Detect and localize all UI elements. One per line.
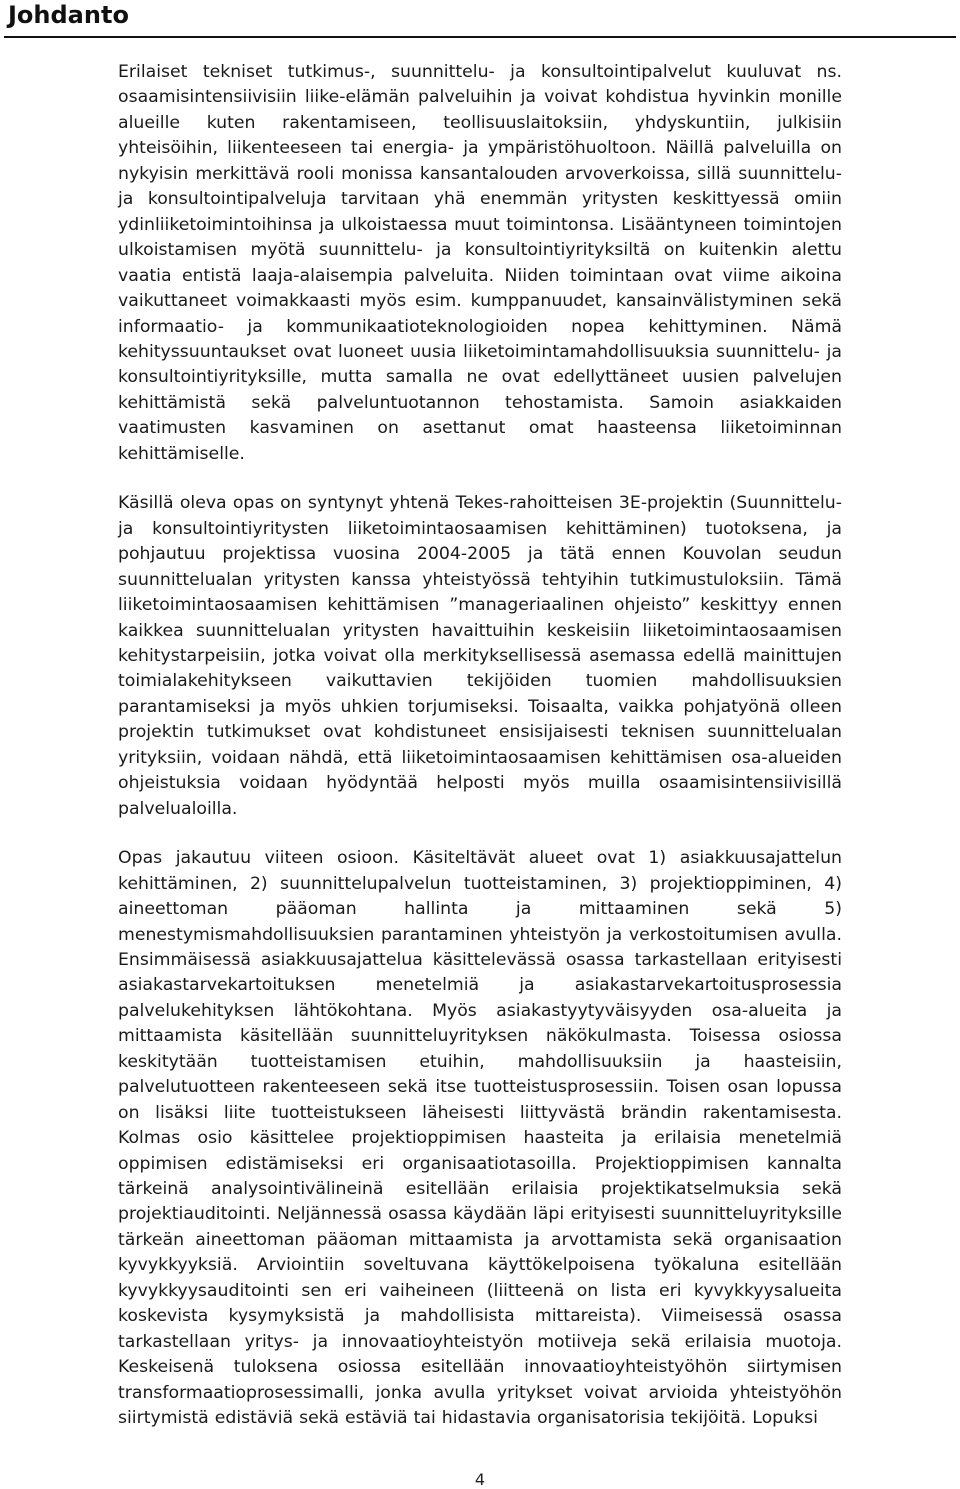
paragraph-guide-structure: Opas jakautuu viiteen osioon. Käsiteltävät alueet ovat 1) asiakkuusajattelun kehittäminen, 2) suunnittelupalvelun tuotteistaminen, 3) projektioppiminen, 4) aineettoman pääoman hallinta ja mittaaminen sekä 5) menestymismahdollisuuksien parantaminen yhteistyön ja verkostoitumisen avulla. Ensimmäisessä asiakkuusajattelua käsittelevässä osassa tarkastellaan erityisesti asiakastarvekartoituksen menetelmiä ja asiakastarvekartoitusprosessia palvelukehityksen lähtökohtana. Myös asiakastyytyväisyyden osa-alueita ja mittaamista käsitellään suunnitteluyrityksen näkökulmasta. Toisessa osiossa keskitytään tuotteistamisen etuihin, mahdollisuuksiin ja haasteisiin, palvelutuotteen rakenteeseen sekä itse tuotteistusprosessiin. Toisen osan lopussa on lisäksi liite tuotteistukseen läheisesti liittyvästä brändin rakentamisesta. Kolmas osio käsittelee projektioppimisen haasteita ja erilaisia menetelmiä oppimisen edistämiseksi eri organisaatiotasoilla. Projektioppimisen kannalta tärkeinä analysointivälineinä esitellään erilaisia projektikatselmuksia sekä projektiauditointi. Neljännessä osassa käydään läpi erityisesti suunnitteluyrityksille tärkeän aineettoman pääoman mittaamista ja arvottamista sekä organisaation kyvykkyyksiä. Arviointiin soveltuvana käyttökelpoisena työkaluna esitellään kyvykkyysauditointi sen eri vaiheineen (liitteenä on lista eri kyvykkyysalueita koskevista kysymyksistä ja mahdollisista mittareista). Viimeisessä osassa tarkastellaan yritys- ja innovaatioyhteistyön motiiveja sekä erilaisia muotoja. Keskeisenä tuloksena osiossa esitellään innovaatioyhteistyöhön siirtymisen transformaatioprosessimalli, jonka avulla yritykset voivat arvioida yhteistyöhön siirtymistä edistäviä sekä estäviä tai hidastavia organisatorisia tekijöitä. Lopuksi (118, 848, 842, 1429)
paragraph-intro: Erilaiset tekniset tutkimus-, suunnittelu- ja konsultointipalvelut kuuluvat ns. osaamisintensiivisiin liike-elämän palveluihin ja voivat kohdistua hyvinkin monille alueille kuten rakentamiseen, teollisuuslaitoksiin, yhdyskuntiin, julkisiin yhteisöihin, liikenteeseen tai energia- ja ympäristöhuoltoon. Näillä palveluilla on nykyisin merkittävä rooli monissa kansantalouden arvoverkoissa, sillä suunnittelu- ja konsultointipalveluja tarvitaan yhä enemmän yritysten keskittyessä omiin ydinliiketoimintoihinsa ja ulkoistaessa muut toimintonsa. Lisääntyneen toimintojen ulkoistamisen myötä suunnittelu- ja konsultointiyrityksiltä on kuitenkin alettu vaatia entistä laaja-alaisempia palveluita. Niiden toimintaan ovat viime aikoina vaikuttaneet voimakkaasti myös esim. kumppanuudet, kansainvälistyminen sekä informaatio- ja kommunikaatioteknologioiden nopea kehittyminen. Nämä kehityssuuntaukset ovat luoneet uusia liiketoimintamahdollisuuksia suunnittelu- ja konsultointiyrityksille, mutta samalla ne ovat edellyttäneet uusien palvelujen kehittämistä sekä palveluntuotannon tehostamista. Samoin asiakkaiden vaatimusten kasvaminen on asettanut omat haasteensa liiketoiminnan kehittämiselle. (118, 62, 842, 464)
page-number: 4 (474, 1470, 486, 1489)
page-header (4, 0, 956, 38)
body-text (118, 60, 842, 1456)
paragraph-guide-origin: Käsillä oleva opas on syntynyt yhtenä Tekes-rahoitteisen 3E-projektin (Suunnittelu- ja konsultointiyritysten liiketoimintaosaamisen kehittäminen) tuotoksena, ja pohjautuu projektissa vuosina 2004-2005 ja tätä ennen Kouvolan seudun suunnittelualan yritysten kanssa yhteistyössä tehtyihin tutkimustuloksiin. Tämä liiketoimintaosaamisen kehittämisen ”manageriaalinen ohjeisto” keskittyy ennen kaikkea suunnittelualan yritysten havaittuihin keskeisiin liiketoimintaosaamisen kehitystarpeisiin, jotka voivat olla merkityksellisessä asemassa edellä mainittujen toimialakehitykseen vaikuttavien tekijöiden tuomien mahdollisuuksien parantamiseksi ja myös uhkien torjumiseksi. Toisaalta, vaikka pohjatyönä olleen projektin tutkimukset ovat kohdistuneet ensisijaisesti teknisen suunnittelualan yrityksiin, voidaan nähdä, että liiketoimintaosaamisen kehittämisen osa-alueiden ohjeistuksia voidaan hyödyntää helposti myös muilla osaamisintensiivisillä palvelualoilla. (118, 493, 842, 819)
chapter-title: Johdanto (8, 1, 129, 29)
